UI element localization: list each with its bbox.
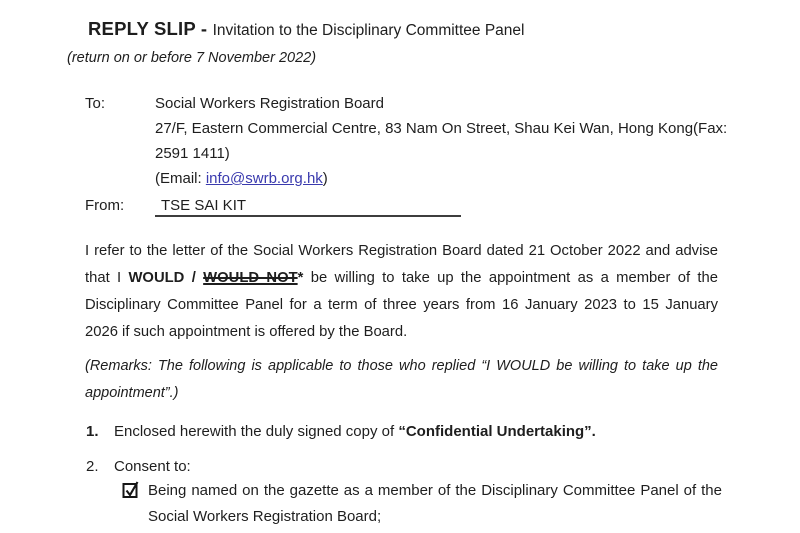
option-separator: /: [184, 270, 204, 286]
option-asterisk: *: [297, 270, 304, 286]
recipient-name: Social Workers Registration Board: [155, 95, 384, 112]
item-1-number: 1.: [86, 423, 99, 440]
from-name-value: TSE SAI KIT: [161, 197, 247, 214]
item-1-text-regular: Enclosed herewith the duly signed copy of: [114, 423, 399, 440]
to-section: [85, 91, 735, 191]
email-link[interactable]: info@swrb.org.hk: [205, 170, 323, 187]
return-deadline-note: (return on or before 7 November 2022): [67, 50, 317, 66]
item-1-text-bold: “Confidential Undertaking”.: [398, 423, 596, 440]
item-1-text: [114, 423, 596, 440]
list-item-2: [86, 458, 191, 475]
item-2-number: 2.: [86, 458, 99, 475]
statement-before: I refer to the letter of the Social Workers Registration Board dated 21 October 2022 and advise that I: [85, 243, 718, 286]
title-rest: Invitation to the Disciplinary Committee Panel: [212, 22, 525, 39]
from-section: [85, 197, 461, 217]
remarks-note: (Remarks: The following is applicable to those who replied “I WOULD be willing to take up the appointment”.): [85, 358, 718, 401]
list-item-1: [86, 423, 596, 440]
statement-after: be willing to take up the appointment as a member of the Disciplinary Committee Panel for a term of three years from 16 January 2023 to 15 January 2026 if such appointment is offered by the Board.: [85, 270, 719, 340]
reply-statement-paragraph: [85, 238, 718, 346]
checked-checkbox-icon[interactable]: [122, 481, 139, 498]
recipient-address-line-2: 2591 1411): [155, 145, 230, 162]
would-not-option-struck: WOULD NOT: [203, 270, 298, 286]
to-label: To:: [85, 95, 106, 112]
title-lead: REPLY SLIP -: [88, 18, 213, 39]
from-label: From:: [85, 197, 125, 214]
from-name-field[interactable]: [155, 197, 461, 217]
email-prefix: (Email:: [155, 170, 206, 187]
recipient-address-line-1: 27/F, Eastern Commercial Centre, 83 Nam On Street, Shau Kei Wan, Hong Kong(Fax:: [155, 120, 728, 137]
would-option: WOULD: [128, 270, 185, 286]
consent-option-text: Being named on the gazette as a member of the Disciplinary Committee Panel of the Social Workers Registration Board;: [148, 482, 722, 525]
email-suffix: ): [322, 170, 328, 187]
recipient-email-line: [155, 166, 735, 191]
page-title: [88, 18, 525, 40]
item-2-text: Consent to:: [114, 458, 191, 475]
consent-option-row: [122, 478, 722, 530]
to-address: [155, 91, 735, 191]
